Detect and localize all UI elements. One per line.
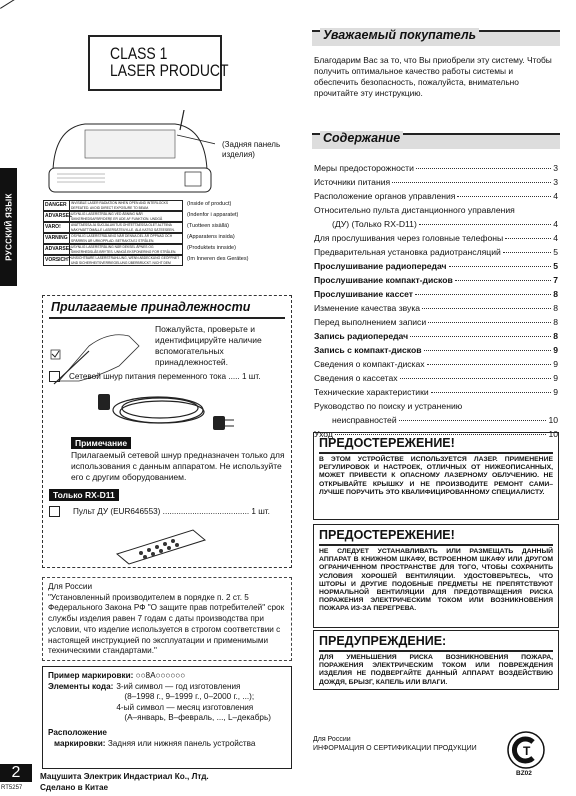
toc-entry-label: Источники питания bbox=[314, 177, 391, 187]
toc-entry[interactable] bbox=[314, 219, 558, 233]
toc-entry-page: 4 bbox=[553, 233, 558, 243]
laser-warning-table bbox=[43, 200, 286, 266]
toc-leader bbox=[419, 224, 551, 225]
table-of-contents bbox=[314, 163, 558, 443]
warning-text: AVATTAESSA JA SUOJALUKITUS OHITETTAESSA OLET ALTTIINA NÄKYMÄTTÖMÄLLE LASERSÄTEILYLLE. ÄLÄ KATSO SÄTEESEEN. bbox=[70, 222, 183, 233]
certification-mark-icon bbox=[506, 730, 546, 770]
toc-entry[interactable] bbox=[314, 373, 558, 387]
toc-entry-page: 5 bbox=[553, 247, 558, 257]
caution-3-text: ДЛЯ УМЕНЬШЕНИЯ РИСКА ВОЗНИКНОВЕНИЯ ПОЖАРА, ПОРАЖЕНИЯ ЭЛЕКТРИЧЕСКИМ ТОКОМ ИЛИ ПОВРЕЖДЕНИЯ ИЗДЕЛИЯ НЕ ПОДВЕРГАЙТЕ ДАННЫЙ АППАРАТ ВОЗДЕЙСТВИЮ ДОЖДЯ, БРЫЗГ, КАПЕЛЬ ИЛИ ВЛАГИ. bbox=[319, 654, 553, 686]
caution-2-text: НЕ СЛЕДУЕТ УСТАНАВЛИВАТЬ ИЛИ РАЗМЕЩАТЬ ДАННЫЙ АППАРАТ В КНИЖНОМ ШКАФУ, ВСТРОЕННОМ ШКАФУ ИЛИ ДРУГОМ ОГРАНИЧЕННОМ ПРОСТРАНСТВЕ ДЛЯ ТОГО, ЧТОБЫ СОХРАНИТЬ УСЛОВИЯ ХОРОШЕЙ ВЕНТИЛЯЦИИ. УДОСТОВЕРЬТЕСЬ, ЧТО ШТОРЫ И ДРУГИЕ ПОДОБНЫЕ ПРЕДМЕТЫ НЕ ПРЕПЯТСТВУЮТ НОРМАЛЬНОЙ ВЕНТИЛЯЦИИ ДЛЯ ПРЕДОТВРАЩЕНИЯ РИСКА ПОРАЖЕНИЯ ЭЛЕКТРИЧЕСКИМ ТОКОМ ИЛИ ВОЗНИКНОВЕНИЯ ПОЖАРА ИЗ-ЗА ПЕРЕГРЕВА. bbox=[319, 548, 553, 613]
rear-panel-caption-line2: изделия) bbox=[222, 150, 255, 159]
toc-entry[interactable] bbox=[314, 401, 558, 415]
toc-entry-label: Руководство по поиску и устранению bbox=[314, 401, 463, 411]
toc-entry-label: Технические характеристики bbox=[314, 387, 429, 397]
warning-row bbox=[43, 233, 286, 244]
remote-control-illustration bbox=[113, 526, 208, 566]
marking-code3-detail: (8–1998 г., 9–1999 г., 0–2000 г., ...); bbox=[124, 692, 255, 702]
caution-1-text: В ЭТОМ УСТРОЙСТВЕ ИСПОЛЬЗУЕТСЯ ЛАЗЕР. ПРИМЕНЕНИЕ РЕГУЛИРОВОК И НАСТРОЕК, ОТЛИЧНЫХ ОТ НИЖЕОПИСАННЫХ, МОЖЕТ ПРИВЕСТИ К ОПАСНОМУ ЛАЗЕРНОМУ ОБЛУЧЕНИЮ. НЕ ОТКРЫВАЙТЕ КРЫШКУ И НЕ ПРОИЗВОДИТЕ РЕМОНТ САМИ–ЛУЧШЕ ПОРУЧИТЬ ЭТО КВАЛИФИЦИРОВАННОМУ СПЕЦИАЛИСТУ. bbox=[319, 456, 553, 496]
toc-entry-label: Сведения о компакт-дисках bbox=[314, 359, 425, 369]
toc-entry[interactable] bbox=[314, 191, 558, 205]
marking-example-label: Пример маркировки: bbox=[48, 671, 134, 680]
warning-meaning: (Apparatens insida) bbox=[187, 234, 235, 240]
caution-1-title: ПРЕДОСТЕРЕЖЕНИЕ! bbox=[319, 436, 455, 450]
warning-meaning: (Indenfor i apparatet) bbox=[187, 212, 239, 218]
marking-code3: 3-ий символ — год изготовления bbox=[116, 681, 241, 691]
model-badge: Только RX-D11 bbox=[49, 489, 119, 501]
marking-location-label: Расположение bbox=[48, 727, 107, 737]
warning-language: VARNING bbox=[43, 233, 70, 244]
warning-text: USYNLIG LASERSTRÅLING NÅR DEKSEL ÅPNES OG SIKKERHEDSLÅS BRYTES. UNNGÅ EKSPONERING FOR STRÅLEN. bbox=[70, 244, 183, 255]
corner-mark bbox=[0, 0, 60, 9]
toc-entry[interactable] bbox=[314, 303, 558, 317]
toc-entry-page: 3 bbox=[553, 163, 558, 173]
russia-text: "Установленный производителем в порядке п. 2 ст. 5 Федерального Закона РФ "О защите прав потребителей" срок службы изделия равен 7 годам с даты производства при условии, что изделие используется в строгом соответствии с настоящей инструкцией по эксплуатации и применимыми техническими стандартами." bbox=[48, 592, 285, 656]
certification-line2: ИНФОРМАЦИЯ О СЕРТИФИКАЦИИ ПРОДУКЦИИ bbox=[313, 745, 477, 752]
warning-row bbox=[43, 211, 286, 222]
toc-entry[interactable] bbox=[314, 261, 558, 275]
toc-entry-label: Запись радиопередач bbox=[314, 331, 409, 341]
toc-entry[interactable] bbox=[314, 163, 558, 177]
toc-entry[interactable] bbox=[314, 177, 558, 191]
toc-leader bbox=[503, 252, 551, 253]
toc-entry[interactable] bbox=[314, 289, 558, 303]
toc-leader bbox=[505, 238, 551, 239]
toc-entry-label: Расположение органов управления bbox=[314, 191, 456, 201]
note-text: Прилагаемый сетевой шнур предназначен только для использования с данным аппаратом. Не используйте его с другим оборудованием. bbox=[71, 450, 285, 482]
toc-entry-label: (ДУ) (Только RX-D11) bbox=[332, 219, 417, 229]
svg-text:Т: Т bbox=[523, 744, 531, 758]
warning-row bbox=[43, 222, 286, 233]
toc-entry-label: Запись с компакт-дисков bbox=[314, 345, 422, 355]
toc-entry[interactable] bbox=[314, 387, 558, 401]
russia-service-life-box bbox=[42, 577, 292, 661]
certification-code: BZ02 bbox=[516, 770, 532, 777]
warning-meaning: (Produktets innside) bbox=[187, 245, 236, 251]
warning-text: UNSICHTBARE LASERSTRAHLUNG, WENN ABDECKUNG GEÖFFNET UND SICHERHEITSVERRIEGELUNG ÜBERBRÜCKT. NICHT DEM bbox=[70, 255, 183, 266]
marking-location-value: Задняя или нижняя панель устройства bbox=[107, 738, 256, 748]
cord-checkbox[interactable] bbox=[49, 371, 60, 382]
toc-entry-label: Предварительная установка радиотрансляций bbox=[314, 247, 501, 257]
toc-entry-label: Относительно пульта дистанционного управления bbox=[314, 205, 515, 215]
toc-leader bbox=[400, 378, 552, 379]
laser-class-label bbox=[88, 35, 229, 91]
toc-entry[interactable] bbox=[314, 317, 558, 331]
accessories-title-rule bbox=[49, 317, 285, 319]
toc-entry-label: Прослушивание радиопередач bbox=[314, 261, 447, 271]
toc-entry-label: Прослушивание компакт-дисков bbox=[314, 275, 453, 285]
toc-entry[interactable] bbox=[314, 415, 558, 429]
remote-checkbox[interactable] bbox=[49, 506, 60, 517]
warning-meaning: (Tuotteen sisällä) bbox=[187, 223, 229, 229]
toc-entry-page: 8 bbox=[553, 331, 558, 341]
certification-line1: Для России bbox=[313, 736, 351, 743]
warning-meaning: (Inside of product) bbox=[187, 201, 232, 207]
toc-entry[interactable] bbox=[314, 275, 558, 289]
toc-entry-page: 9 bbox=[553, 345, 558, 355]
greeting-text: Благодарим Вас за то, что Вы приобрели эту систему. Чтобы получить оптимальное качество работы системы и обеспечить безопасность, пожалуйста, внимательно прочитайте эту инструкцию. bbox=[314, 55, 552, 98]
toc-entry-page: 10 bbox=[548, 415, 558, 425]
warning-text: OSYNLIG LASERSTRÅLNING NÄR DENNA DEL ÄR ÖPPNAD OCH SPÄRREN ÄR URKOPPLAD. BETRAKTA EJ STRÅLEN. bbox=[70, 233, 183, 244]
warning-text: INVISIBLE LASER RADIATION WHEN OPEN AND INTERLOCKS DEFEATED. AVOID DIRECT EXPOSURE TO BEAM. bbox=[70, 200, 183, 211]
warning-language: ADVARSEL bbox=[43, 244, 70, 255]
caution-2-title: ПРЕДОСТЕРЕЖЕНИЕ! bbox=[319, 528, 455, 542]
toc-leader bbox=[399, 420, 547, 421]
toc-entry-page: 7 bbox=[553, 275, 558, 285]
manufacturer-line2: Сделано в Китае bbox=[40, 783, 109, 792]
warning-text: USYNLIG LASERSTRÅLING VED ÅBNING NÅR SIKKERHEDSAFBRYDERE ER UDE AF FUNKTION. UNDGÅ bbox=[70, 211, 183, 222]
toc-entry[interactable] bbox=[314, 205, 558, 219]
warning-language: VARO! bbox=[43, 222, 70, 233]
toc-entry-page: 9 bbox=[553, 359, 558, 369]
toc-leader bbox=[424, 350, 552, 351]
warning-language: VORSICHT bbox=[43, 255, 70, 266]
laser-class-line2: LASER PRODUCT bbox=[110, 61, 229, 80]
manufacturer bbox=[40, 771, 209, 793]
marking-codes-label: Элементы кода: bbox=[48, 681, 114, 691]
toc-leader bbox=[431, 392, 552, 393]
language-tab bbox=[0, 168, 17, 286]
accessories-box bbox=[42, 295, 292, 568]
toc-leader bbox=[457, 196, 551, 197]
toc-entry-label: неисправностей bbox=[332, 415, 397, 425]
language-tab-label: РУССКИЙ ЯЗЫК bbox=[4, 193, 13, 261]
marking-box bbox=[42, 666, 292, 769]
marking-location-sub: маркировки: bbox=[54, 738, 106, 748]
toc-leader bbox=[410, 336, 551, 337]
toc-entry-page: 4 bbox=[553, 219, 558, 229]
toc-leader bbox=[455, 280, 551, 281]
accessories-title: Прилагаемые принадлежности bbox=[51, 300, 251, 314]
device-rear-illustration bbox=[45, 110, 215, 200]
toc-entry-page: 9 bbox=[553, 387, 558, 397]
toc-entry-page: 9 bbox=[553, 373, 558, 383]
marking-code4: 4-ый символ — месяц изготовления bbox=[116, 702, 254, 712]
russia-heading: Для России bbox=[48, 582, 93, 591]
toc-entry-label: Уход bbox=[314, 429, 333, 439]
toc-entry-label: Перед выполнением записи bbox=[314, 317, 427, 327]
toc-entry-page: 5 bbox=[553, 261, 558, 271]
toc-entry[interactable] bbox=[314, 247, 558, 261]
warning-meaning: (Im Inneren des Gerätes) bbox=[187, 256, 249, 262]
toc-entry-label: Изменение качества звука bbox=[314, 303, 421, 313]
warning-language: DANGER bbox=[43, 200, 70, 211]
toc-entry[interactable] bbox=[314, 331, 558, 345]
page-code: RT5257 bbox=[1, 785, 23, 791]
toc-leader bbox=[415, 294, 551, 295]
rear-panel-caption-line1: (Задняя панель bbox=[222, 140, 281, 149]
toc-entry-page: 8 bbox=[553, 289, 558, 299]
toc-entry-page: 10 bbox=[548, 429, 558, 439]
marking-code4-detail: (A–январь, B–февраль, ..., L–декабрь) bbox=[124, 713, 271, 723]
toc-leader bbox=[422, 308, 551, 309]
accessories-intro: Пожалуйста, проверьте и идентифицируйте наличие вспомогательных принадлежностей. bbox=[155, 324, 262, 367]
warning-row bbox=[43, 200, 286, 211]
toc-leader bbox=[392, 182, 551, 183]
toc-entry-label: Сведения о кассетах bbox=[314, 373, 398, 383]
toc-leader bbox=[427, 364, 552, 365]
warning-language: ADVARSEL bbox=[43, 211, 70, 222]
rear-panel-caption bbox=[222, 140, 280, 160]
caution-box-1 bbox=[313, 432, 559, 520]
toc-entry-page: 4 bbox=[553, 191, 558, 201]
toc-leader bbox=[428, 322, 551, 323]
toc-entry-page: 8 bbox=[553, 317, 558, 327]
manufacturer-line1: Мацушита Электрик Индастриал Ко., Лтд. bbox=[40, 772, 209, 781]
toc-entry[interactable] bbox=[314, 345, 558, 359]
greeting-title: Уважаемый покупатель bbox=[320, 28, 479, 42]
toc-entry-page: 8 bbox=[553, 303, 558, 313]
caution-box-2 bbox=[313, 524, 559, 628]
greeting-header bbox=[312, 30, 560, 46]
caution-box-3 bbox=[313, 630, 559, 690]
cord-line: Сетевой шнур питания переменного тока ..... 1 шт. bbox=[69, 372, 261, 381]
toc-leader bbox=[416, 168, 551, 169]
toc-entry[interactable] bbox=[314, 359, 558, 373]
toc-entry-label: Меры предосторожности bbox=[314, 163, 414, 173]
toc-entry-label: Для прослушивания через головные телефоны bbox=[314, 233, 504, 243]
laser-class-line1: CLASS 1 bbox=[110, 44, 168, 63]
certification-info bbox=[313, 735, 477, 753]
page-number: 2 bbox=[0, 764, 32, 782]
note-badge: Примечание bbox=[71, 437, 131, 449]
toc-entry-label: Прослушивание кассет bbox=[314, 289, 414, 299]
warning-row bbox=[43, 255, 286, 266]
toc-entry-page: 3 bbox=[553, 177, 558, 187]
marking-example-value: ○○8A○○○○○○ bbox=[135, 671, 186, 680]
remote-line: Пульт ДУ (EUR646553) ...................................... 1 шт. bbox=[73, 507, 270, 516]
power-cord-illustration bbox=[98, 386, 238, 436]
toc-leader bbox=[449, 266, 552, 267]
caution-3-title: ПРЕДУПРЕЖДЕНИЕ: bbox=[319, 634, 447, 648]
toc-entry[interactable] bbox=[314, 233, 558, 247]
contents-header bbox=[312, 133, 560, 149]
warning-row bbox=[43, 244, 286, 255]
contents-title: Содержание bbox=[320, 131, 403, 145]
